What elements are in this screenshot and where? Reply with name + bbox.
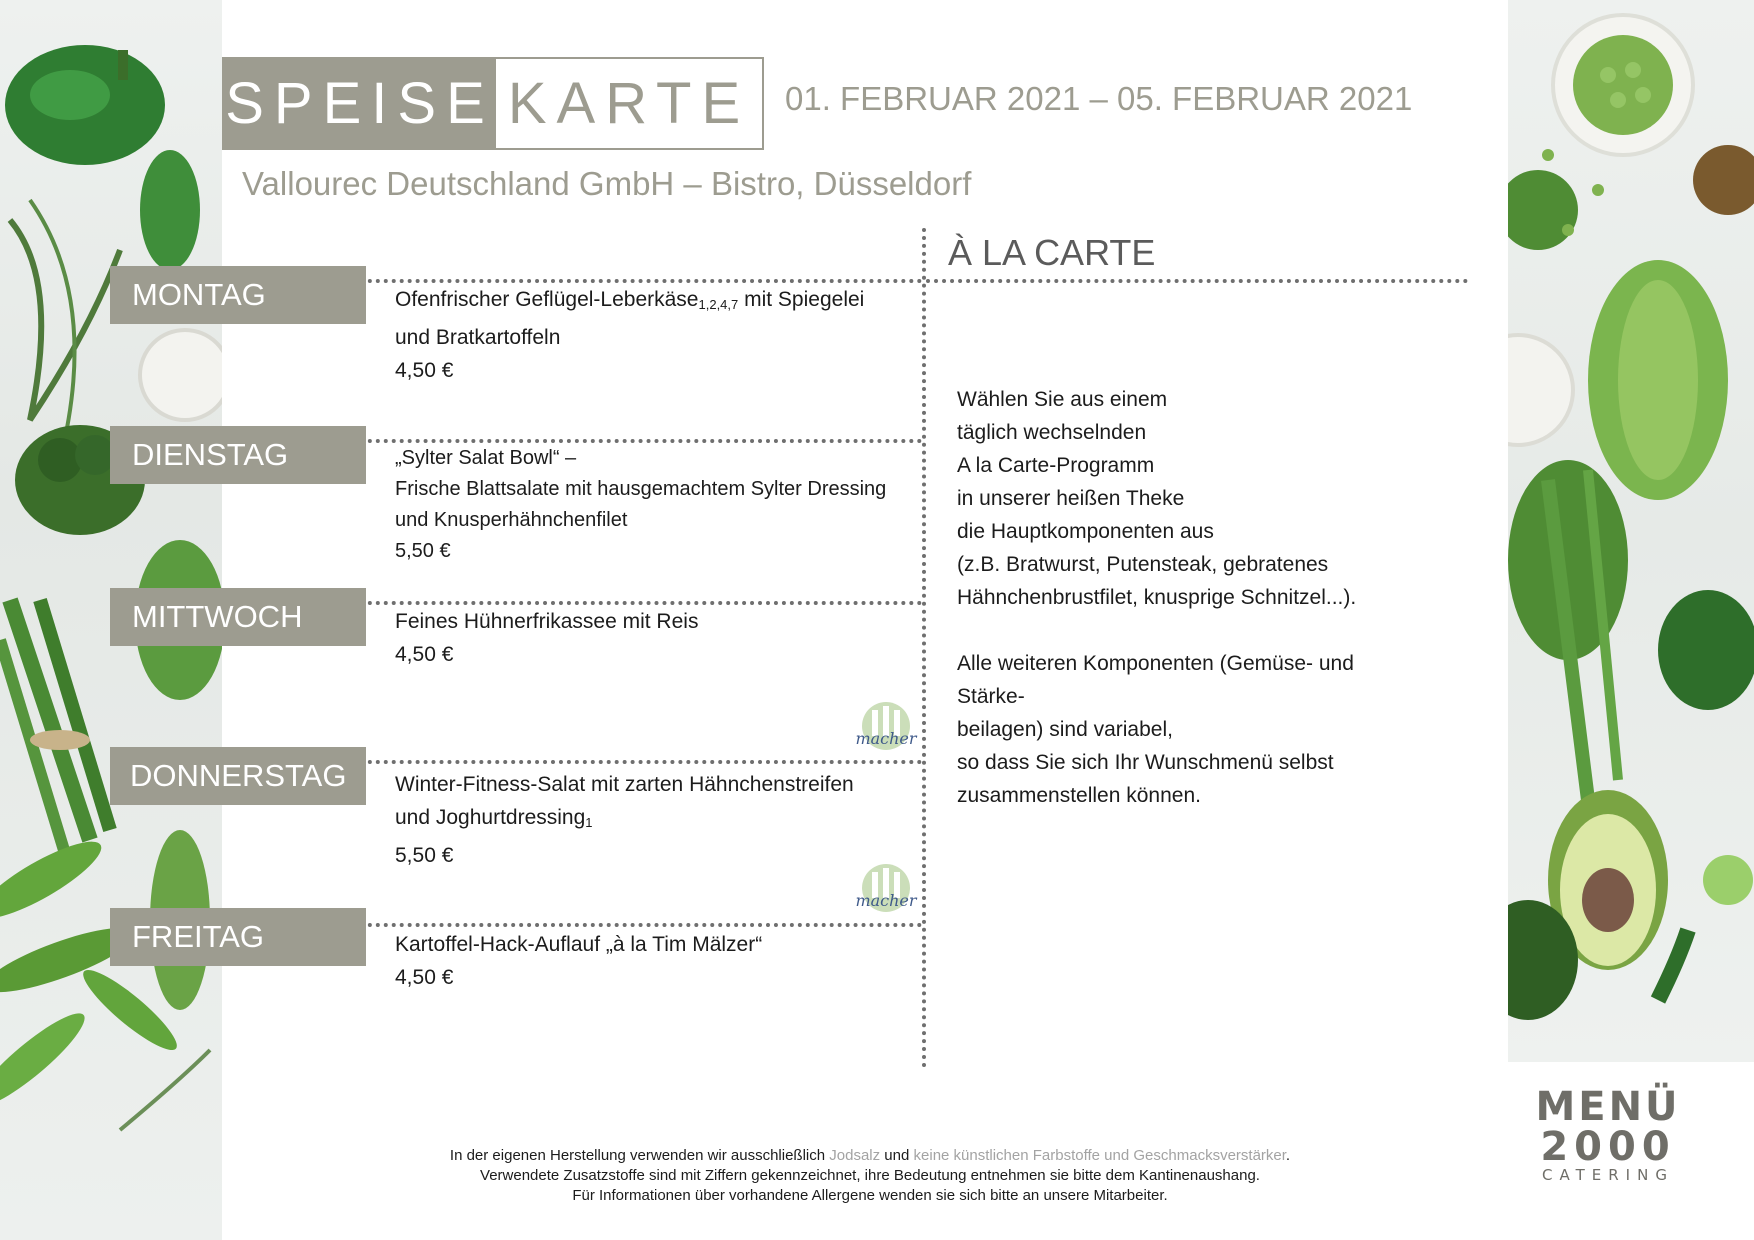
dish-text: Ofenfrischer Geflügel-Leberkäse (395, 288, 699, 311)
price: 4,50 € (395, 359, 454, 382)
day-label-donnerstag: DONNERSTAG (110, 747, 366, 805)
menu2000-logo (1518, 1080, 1698, 1185)
dish-text: „Sylter Salat Bowl“ – (395, 447, 577, 469)
vegetables-right-icon (1508, 0, 1754, 1062)
day-rule-donnerstag (336, 760, 922, 764)
title-speise: SPEISE (224, 59, 496, 148)
footer-line-3: Für Informationen über vorhandene Allergene wenden sie sich bitte an unsere Mitarbeiter. (572, 1187, 1168, 1204)
dish-text: mit Spiegelei (738, 288, 865, 311)
vegetable-image-right (1508, 0, 1754, 1062)
footer-line-1 (300, 1146, 1440, 1166)
column-divider (922, 228, 926, 1068)
location-subtitle: Vallourec Deutschland GmbH – Bistro, Düsseldorf (242, 165, 972, 202)
text-line: täglich wechselnden (957, 421, 1147, 444)
a-la-carte-paragraph-1 (957, 383, 1427, 614)
dish-text: und Knusperhähnchenfilet (395, 509, 628, 531)
footer-text: . (1285, 1147, 1291, 1164)
text-line: Hähnchenbrustfilet, knusprige Schnitzel...). (957, 586, 1357, 609)
dish-dienstag (395, 443, 915, 567)
footer-highlight: keine künstlichen Farbstoffe und Geschmacksverstärker (913, 1147, 1286, 1164)
price: 4,50 € (395, 966, 454, 989)
title-karte: KARTE (507, 71, 751, 136)
a-la-carte-paragraph-2 (957, 647, 1427, 812)
text-line: Alle weiteren Komponenten (Gemüse- und Stärke- (957, 652, 1354, 708)
logo-text: CATERING (1542, 1166, 1674, 1184)
macher-badge (850, 862, 922, 920)
text-line: die Hauptkomponenten aus (957, 520, 1214, 543)
footer-highlight: Jodsalz (829, 1147, 881, 1164)
menu-title (222, 57, 764, 150)
a-la-carte-heading: À LA CARTE (948, 232, 1156, 273)
price: 4,50 € (395, 643, 454, 666)
text-line: (z.B. Bratwurst, Putensteak, gebratenes (957, 553, 1329, 576)
day-label-freitag: FREITAG (110, 908, 366, 966)
dish-text: Feines Hühnerfrikassee mit Reis (395, 610, 699, 633)
footer-note (300, 1146, 1440, 1206)
logo-text: MENÜ (1535, 1084, 1681, 1130)
footer-text: und (880, 1147, 914, 1164)
dish-text: und Joghurtdressing (395, 806, 586, 829)
text-line: zusammenstellen können. (957, 784, 1201, 807)
text-line: in unserer heißen Theke (957, 487, 1185, 510)
footer-text: In der eigenen Herstellung verwenden wir ausschließlich (449, 1147, 830, 1164)
day-label-montag: MONTAG (110, 266, 366, 324)
price: 5,50 € (395, 540, 451, 562)
day-rule-freitag (336, 923, 922, 927)
macher-badge (850, 700, 922, 758)
additive-numbers: 1,2,4,7 (698, 297, 739, 312)
text-line: A la Carte-Programm (957, 454, 1155, 477)
macher-badge-text: macher (855, 891, 917, 910)
day-label-mittwoch: MITTWOCH (110, 588, 366, 646)
a-la-carte-rule (926, 279, 1468, 283)
macher-badge-text: macher (855, 729, 917, 748)
day-label-dienstag: DIENSTAG (110, 426, 366, 484)
logo-text: 2000 (1540, 1124, 1676, 1170)
price: 5,50 € (395, 844, 454, 867)
dish-mittwoch (395, 605, 915, 671)
dish-text: Winter-Fitness-Salat mit zarten Hähnchenstreifen (395, 773, 854, 796)
dish-montag (395, 283, 915, 387)
footer-line-2: Verwendete Zusatzstoffe sind mit Ziffern gekennzeichnet, ihre Bedeutung entnehmen sie bitte dem Kantinenaushang. (480, 1167, 1260, 1184)
dish-text: Frische Blattsalate mit hausgemachtem Sylter Dressing (395, 478, 887, 500)
text-line: beilagen) sind variabel, (957, 718, 1173, 741)
additive-numbers: 1 (585, 815, 593, 830)
date-range: 01. FEBRUAR 2021 – 05. FEBRUAR 2021 (785, 80, 1413, 117)
macher-badge-icon (850, 700, 922, 758)
text-line: Wählen Sie aus einem (957, 388, 1168, 411)
macher-badge-icon (850, 862, 922, 920)
dish-text: Kartoffel-Hack-Auflauf „à la Tim Mälzer“ (395, 933, 763, 956)
menu2000-logo-icon (1518, 1080, 1698, 1185)
dish-freitag (395, 928, 915, 994)
dish-donnerstag (395, 768, 915, 872)
dish-text: und Bratkartoffeln (395, 326, 561, 349)
text-line: so dass Sie sich Ihr Wunschmenü selbst (957, 751, 1334, 774)
